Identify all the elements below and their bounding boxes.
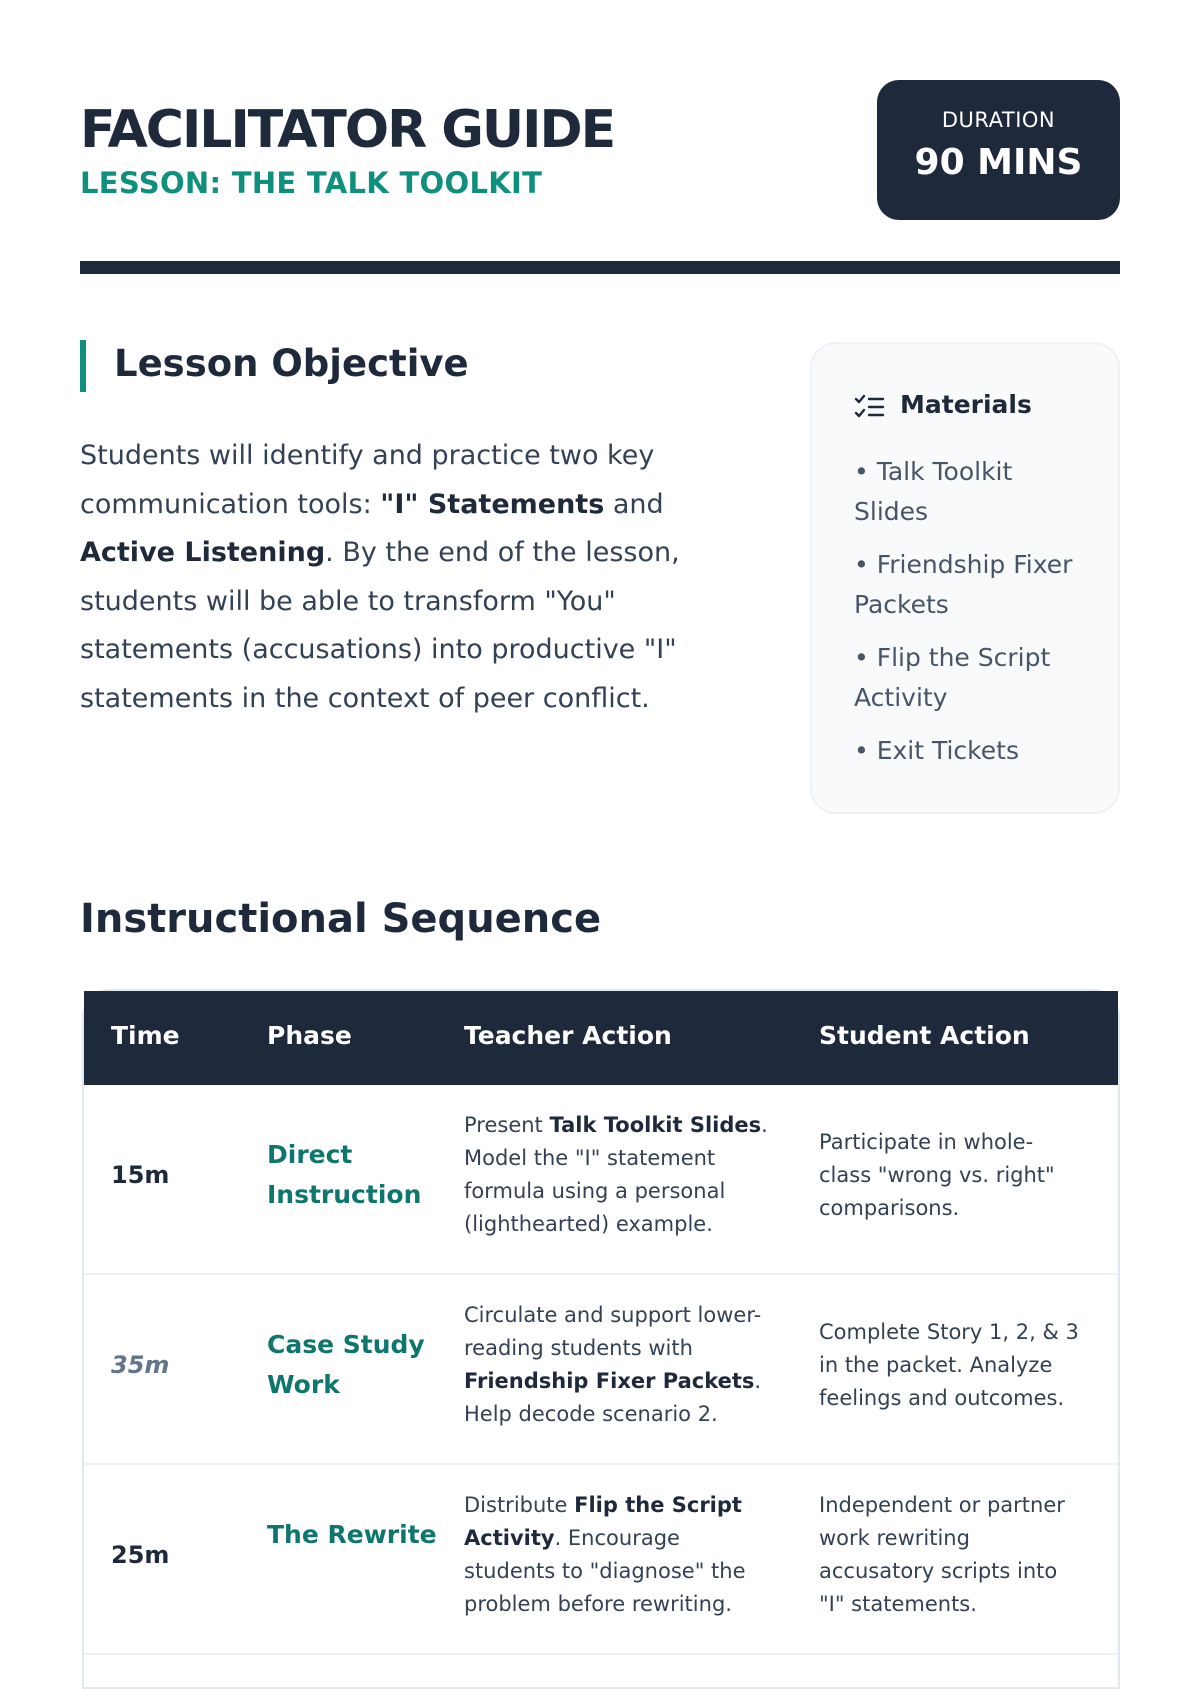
phase-cell: The Rewrite [267,1520,437,1549]
table-row [84,1275,1118,1465]
teacher-action-text: . Model the "I" statement formula using a personal (lighthearted) example. [464,1113,768,1236]
guide-header [80,80,1120,220]
table-row [84,1465,1118,1655]
time-cell: 35m [111,1351,170,1379]
teacher-action-text: Present [464,1113,550,1137]
teacher-action-material: Friendship Fixer Packets [464,1369,755,1393]
objective-text-part: and [604,488,664,520]
teacher-action-text: Circulate and support lower-reading students with [464,1303,762,1360]
time-cell: 25m [111,1541,170,1569]
lesson-subtitle: LESSON: THE TALK TOOLKIT [80,166,543,200]
materials-item: • Friendship Fixer Packets [854,550,1073,619]
teacher-action-cell [464,1299,774,1431]
time-cell: 15m [111,1161,170,1189]
duration-label: DURATION [941,108,1056,132]
teacher-action-text: . Help decode scenario 2. [464,1369,762,1426]
header-divider [80,261,1120,274]
objective-text-part: Students will identify and practice two key communication tools: [80,440,655,520]
page-title: FACILITATOR GUIDE [80,100,615,160]
objective-bold-active-listening: Active Listening [80,537,326,568]
materials-card [810,342,1120,814]
objective-bold-i-statements: "I" Statements [380,488,605,520]
duration-badge [877,80,1120,220]
objective-text [80,432,760,723]
objective-title: Lesson Objective [114,342,469,385]
teacher-action-material: Talk Toolkit Slides [549,1113,762,1137]
teacher-action-cell [464,1109,774,1241]
teacher-action-cell [464,1489,774,1621]
objective-accent-bar [80,340,86,392]
column-header-teacher-action: Teacher Action [464,1021,672,1050]
objective-heading [80,340,760,392]
column-header-student-action: Student Action [819,1021,1030,1050]
duration-value: 90 MINS [914,142,1083,183]
column-header-time: Time [111,1021,180,1050]
materials-item: • Exit Tickets [854,736,1019,765]
objective-text-part: . By the end of the lesson, students will be able to transform "You" statements (accusations) into productive "I" statements in the context of peer conflict. [80,537,680,714]
phase-cell: Direct Instruction [267,1140,422,1209]
student-action-cell: Participate in whole-class "wrong vs. right" comparisons. [819,1130,1055,1220]
sequence-title: Instructional Sequence [80,896,602,942]
materials-list [854,452,1094,784]
teacher-action-material: Flip the Script Activity [464,1493,742,1550]
materials-item: • Talk Toolkit Slides [854,457,1013,526]
materials-item: • Flip the Script Activity [854,643,1051,712]
teacher-action-text: . Encourage students to "diagnose" the problem before rewriting. [464,1526,746,1616]
lesson-objective-section [80,340,760,723]
student-action-cell: Complete Story 1, 2, & 3 in the packet. Analyze feelings and outcomes. [819,1320,1079,1410]
materials-title: Materials [900,390,1032,419]
table-header-row [84,991,1118,1085]
phase-cell: Case Study Work [267,1330,425,1399]
column-header-phase: Phase [267,1021,352,1050]
teacher-action-text: Distribute [464,1493,575,1517]
sequence-table [82,989,1120,1689]
table-row [84,1085,1118,1275]
checklist-icon [854,394,886,422]
student-action-cell: Independent or partner work rewriting accusatory scripts into "I" statements. [819,1493,1065,1616]
